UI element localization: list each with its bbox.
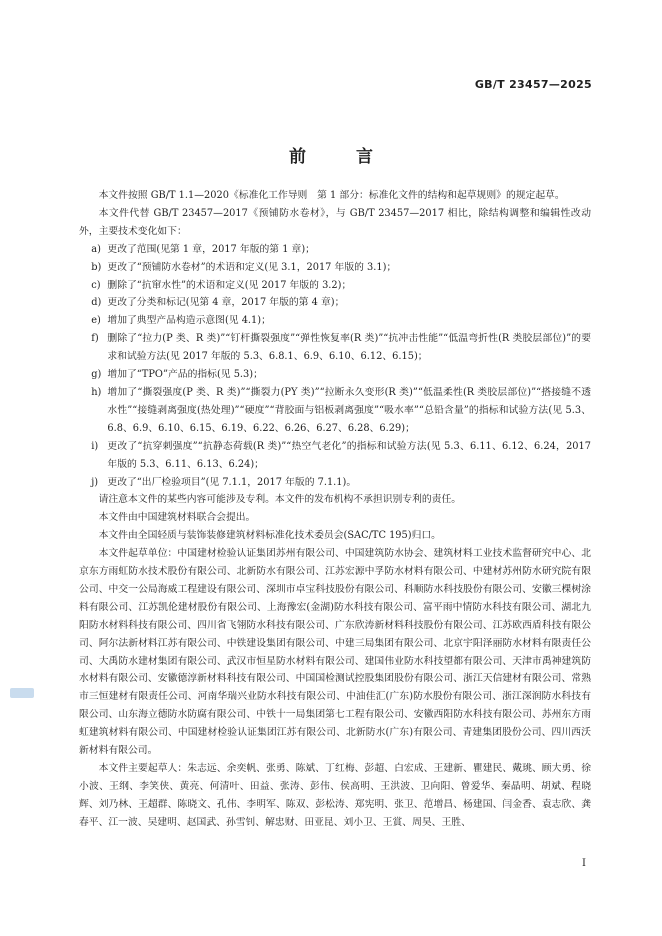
paragraph-drafting-rules: 本文件按照 GB/T 1.1—2020《标准化工作导则 第 1 部分：标准化文件的结构和起草规则》的规定起草。	[98, 190, 565, 201]
side-scroll-tab	[10, 688, 34, 698]
list-item-text: 更改了范围(见第 1 章，2017 年版的第 1 章)；	[107, 243, 315, 255]
list-item-text: 增加了典型产品构造示意图(见 4.1)；	[107, 315, 271, 327]
list-item-text: 删除了“拉力(P 类、R 类)”“钉杆撕裂强度”“弹性恢复率(R 类)”“抗冲击性能”“低温弯折性(R 类胶层部位)”的要求和试验方法(见 2017 年版的 5.3、6.8.1、6.9、6.10、6.12、6.15)；	[107, 333, 591, 363]
list-item-label: b)	[91, 261, 102, 273]
list-item	[79, 259, 591, 277]
paragraph-drafting-units: 本文件起草单位：中国建材检验认证集团苏州有限公司、中国建筑防水协会、建筑材料工业技术监督研究中心、北京东方雨虹防水技术股份有限公司、北新防水有限公司、江苏宏源中孚防水材料有限公司、中建材苏州防水研究院有限公司、中交一公局海威工程建设有限公司、深圳市卓宝科技股份有限公司、科顺防水科技股份有限公司、安徽三棵树涂料有限公司、江苏凯伦建材股份有限公司、上海豫宏(金湖)防水科技有限公司、富平雨中情防水科技有限公司、湖北九阳防水材料科技有限公司、四川省飞翎防水科技有限公司、广东欣涛新材料科技股份有限公司、江苏欧西盾科技有限公司、阿尔法新材料江苏有限公司、中铁建设集团有限公司、中建三局集团有限公司、北京宇阳泽丽防水材料有限责任公司、大禹防水建材集团有限公司、武汉市恒星防水材料有限公司、建国伟业防水科技望都有限公司、天津市禹神建筑防水材料有限公司、安徽德淳新材料科技有限公司、中国国检测试控股集团股份有限公司、浙江天信建材有限公司、常熟市三恒建材有限责任公司、河南华瑞兴业防水科技有限公司、中油佳汇(广东)防水股份有限公司、浙江深润防水科技有限公司、山东海立德防水防腐有限公司、中铁十一局集团第七工程有限公司、安徽西阳防水科技有限公司、苏州东方雨虹建筑材料有限公司、中国建材检验认证集团江苏有限公司、北新防水(广东)有限公司、青建集团股份公司、四川西沃新材料有限公司。	[79, 548, 591, 757]
paragraph-patent-notice: 请注意本文件的某些内容可能涉及专利。本文件的发布机构不承担识别专利的责任。	[98, 494, 462, 506]
list-item	[79, 277, 591, 295]
changes-list	[79, 241, 591, 492]
paragraph-committee: 本文件由全国轻质与装饰装修建筑材料标准化技术委员会(SAC/TC 195)归口。	[98, 530, 441, 542]
list-item-label: g)	[91, 369, 102, 381]
list-item	[79, 330, 591, 366]
list-item	[79, 294, 591, 312]
document-body	[79, 187, 591, 832]
list-item-label: c)	[91, 279, 101, 291]
list-item	[79, 241, 591, 259]
standard-code: GB/T 23457—2025	[474, 78, 592, 91]
page-number: I	[582, 858, 586, 869]
list-item-label: a)	[91, 243, 101, 255]
list-item-text: 增加了“TPO”产品的指标(见 5.3)；	[107, 369, 263, 381]
list-item-text: 更改了“预铺防水卷材”的术语和定义(见 3.1，2017 年版的 3.1)；	[107, 261, 397, 273]
list-item-label: j)	[91, 476, 99, 488]
list-item-text: 更改了分类和标记(见第 4 章，2017 年版的第 4 章)；	[107, 297, 345, 309]
list-item	[79, 366, 591, 384]
list-item	[79, 384, 591, 438]
paragraph-replacement-note: 本文件代替 GB/T 23457—2017《预铺防水卷材》，与 GB/T 23457—2017 相比，除结构调整和编辑性改动外，主要技术变化如下：	[79, 207, 591, 237]
list-item-label: f)	[91, 333, 99, 345]
list-item-text: 增加了“撕裂强度(P 类、R 类)”“撕裂力(PY 类)”“拉断永久变形(R 类)”“低温柔性(R 类胶层部位)”“搭接缝不透水性”“接缝剥离强度(热处理)”“硬度”“背胶面与铝板剥离强度”“吸水率”“总铅含量”的指标和试验方法(见 5.3、6.8、6.9、6.10、6.15、6.19、6.22、6.26、6.27、6.28、6.29)；	[107, 386, 591, 434]
list-item-text: 更改了“出厂检验项目”(见 7.1.1，2017 年版的 7.1.1)。	[107, 476, 357, 488]
list-item	[79, 474, 591, 492]
list-item-label: h)	[91, 386, 102, 398]
list-item-label: e)	[91, 315, 101, 327]
page-title: 前 言	[289, 147, 395, 167]
paragraph-drafters: 本文件主要起草人：朱志远、余奕帆、张勇、陈斌、丁红梅、彭超、白宏成、王建新、瞿建民、戴珧、顾大勇、徐小波、王纲、李笑侠、黄亮、何清叶、田益、张涛、彭伟、侯高明、王洪波、卫向阳、曾爱华、秦晶明、胡斌、程晓辉、刘乃林、王超群、陈晓文、孔伟、李明军、陈双、彭松涛、郑宪明、张卫、范增昌、杨建国、闫金香、袁志欣、龚春平、江一波、吴建明、赵国武、孙雪钊、解忠财、田亚昆、刘小卫、王賞、周昊、王胜、	[79, 763, 591, 828]
paragraph-proposer: 本文件由中国建筑材料联合会提出。	[98, 512, 256, 524]
list-item-label: i)	[91, 440, 99, 452]
list-item-label: d)	[91, 297, 102, 309]
list-item-text: 更改了“抗穿刺强度”“抗静态荷载(R 类)”“热空气老化”的指标和试验方法(见 5.3、6.11、6.12、6.24，2017 年版的 5.3、6.11、6.13、6.24)；	[107, 440, 591, 470]
list-item	[79, 438, 591, 474]
list-item-text: 删除了“抗窜水性”的术语和定义(见 2017 年版的 3.2)；	[107, 279, 352, 291]
list-item	[79, 312, 591, 330]
